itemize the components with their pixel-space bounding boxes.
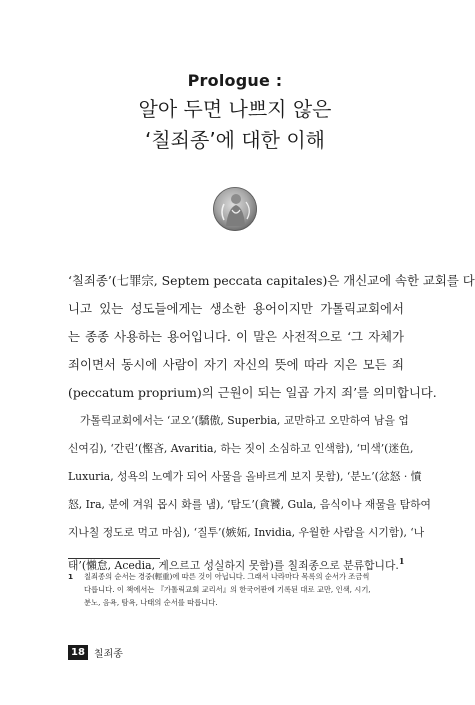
body-line: 니고 있는 성도들에게는 생소한 용어이지만 가톨릭교회에서 [68,301,404,316]
body-line: 죄이면서 동시에 사람이 자기 자신의 뜻에 따라 지은 모든 죄 [68,357,404,372]
running-title: 칠죄종 [93,649,123,660]
body-line: (peccatum proprium)의 근원이 되는 일곱 가지 죄’를 의미합니다. [68,385,437,400]
body-line: 신여김), ‘간린’(慳吝, Avaritia, 하는 짓이 소심하고 인색함), ‘미색’(迷色, [68,442,414,455]
footnote-marker[interactable]: 1 [398,556,405,566]
body-line: ‘칠죄종’(七罪宗, Septem peccata capitales)은 개신교에 속한 교회를 다 [68,273,475,288]
body-line: 태’(懶怠, Acedia, 게으르고 성실하지 못함)를 칠죄종으로 분류합니다. [68,559,399,572]
footnote-number: 1 [68,572,74,581]
saint-medallion-icon [212,186,258,232]
footnote-line: 분노, 음욕, 탐욕, 나태의 순서를 따릅니다. [84,598,218,607]
body-line: Luxuria, 성욕의 노예가 되어 사물을 올바르게 보지 못함), ‘분노’(忿怒 · 憤 [68,470,422,483]
chapter-title-line-2: ‘칠죄종’에 대한 이해 [145,128,325,152]
page-footer [68,645,123,660]
body-line: 가톨릭교회에서는 ‘교오’(驕傲, Superbia, 교만하고 오만하여 남을 업 [80,414,409,427]
body-line: 지나칠 정도로 먹고 마심), ‘질투’(嫉妬, Invidia, 우월한 사람을 시기함), ‘나 [68,526,425,539]
body-text [68,267,475,575]
body-line: 는 종종 사용하는 용어입니다. 이 말은 사전적으로 ‘그 자체가 [68,329,404,344]
chapter-title [0,94,470,156]
footnote-divider [68,558,160,559]
footnote-line: 칠죄종의 순서는 경중(輕重)에 따른 것이 아닙니다. 그래서 나라마다 목록의 순서가 조금씩 [84,572,370,581]
body-line: 怒, Ira, 분에 겨워 몹시 화를 냄), ‘탐도’(貪饕, Gula, 음식이나 재물을 탐하여 [68,498,431,511]
footnote-line: 다릅니다. 이 책에서는 『가톨릭교회 교리서』의 한국어판에 기록된 대로 교만, 인색, 시기, [84,585,371,594]
prologue-label: Prologue : [187,71,283,90]
chapter-title-line-1: 알아 두면 나쁘지 않은 [138,97,332,121]
footnote [68,570,404,609]
page-number: 18 [68,645,88,660]
